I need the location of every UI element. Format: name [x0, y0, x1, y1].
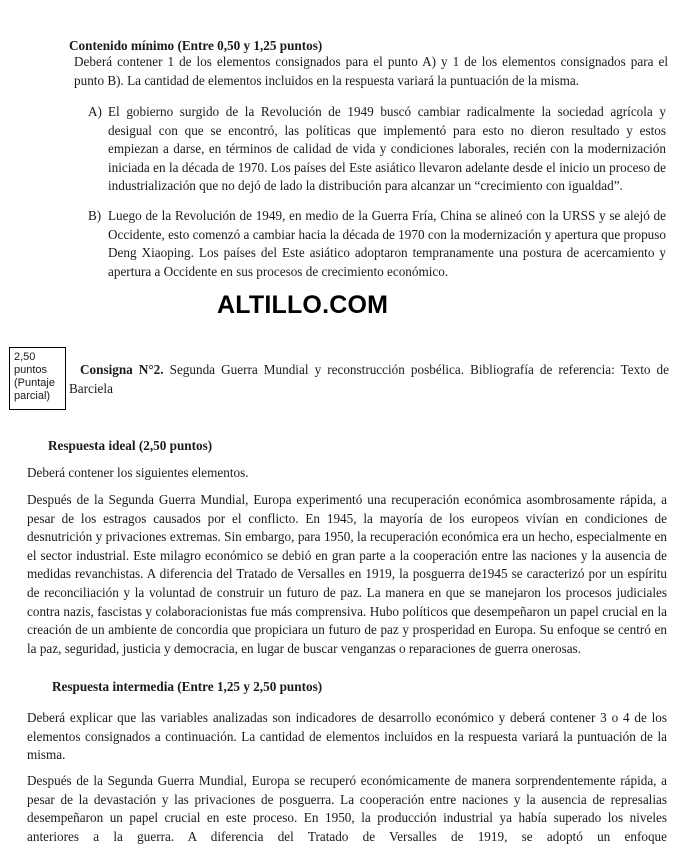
respuesta-ideal-paragraph: Después de la Segunda Guerra Mundial, Europa experimentó una recuperación económica asombrosamente rápida, a pesar de los estragos causados por el conflicto. En 1945, la mayoría de los europeos vivían en condiciones de desnutrición y privaciones extremas. Sin embargo, para 1950, la recuperación económica era un hecho, especialmente en el sector industrial. Este milagro económico se debió en gran parte a la cooperación entre las naciones y la ausencia de medidas revanchistas. A diferencia del Tratado de Versalles en 1919, la posguerra de1945 se caracterizó por un espíritu de reconciliación y la voluntad de construir un futuro de paz. La manera en que se manejaron los procesos judiciales contra nazis, fascistas y colaboracionistas fue más comprensiva. Hubo políticos que desempeñaron un papel crucial en la creación de un ambiente de concordia que propiciara un futuro de paz y prosperidad en Europa. Su enfoque se centró en la paz, seguridad, justicia y democracia, en lugar de buscar venganzas o reparaciones de guerra onerosas. — [27, 492, 667, 656]
consigna — [69, 361, 669, 398]
watermark-logo: ALTILLO.COM — [217, 291, 389, 319]
respuesta-intermedia-paragraph: Después de la Segunda Guerra Mundial, Europa se recuperó económicamente de manera sorprendentemente rápida, a pesar de la devastación y las privaciones de posguerra. La cooperación entre naciones y la ausencia de represalias desempeñaron un papel crucial en este proceso. En 1950, la producción industrial ya había superado los niveles anteriores a la guerra. A diferencia del Tratado de Versalles de 1919, se adoptó un enfoque — [27, 773, 667, 844]
item-label: B) — [88, 208, 102, 223]
list-item-b — [88, 207, 666, 281]
consigna-label: Consigna N°2. — [80, 362, 164, 377]
contenido-minimo-intro: Deberá contener 1 de los elementos consignados para el punto A) y 1 de los elementos consignados para el punto B). La cantidad de elementos incluidos en la respuesta variará la puntuación de la misma. — [74, 54, 668, 88]
item-text: El gobierno surgido de la Revolución de 1949 buscó cambiar radicalmente la sociedad agrícola y desigual con que se encontró, las políticas que implementó para esto no dieron resultado y estos empiezan a darse, en términos de calidad de vida y condiciones laborales, recién con la modernización iniciada en la década de 1970. Los países del Este asiático llevaron adelante desde el inicio un proceso de industrialización que no dejó de lado la distribución para alcanzar un “crecimiento con igualdad”. — [108, 104, 666, 194]
score-value: 2,50 — [14, 351, 36, 363]
item-text: Luego de la Revolución de 1949, en medio de la Guerra Fría, China se alineó con la URSS y se alejó de Occidente, esto comenzó a cambiar hacia la década de 1970 con la modernización y apertura que propuso Deng Xiaoping. Los países del Este asiático adoptaron tempranamente una postura de acercamiento y apertura a Occidente en sus procesos de crecimiento económico. — [108, 208, 666, 279]
consigna-text: Segunda Guerra Mundial y reconstrucción posbélica. Bibliografía de referencia: Texto de Barciela — [69, 362, 669, 396]
respuesta-intermedia-intro: Deberá explicar que las variables analizadas son indicadores de desarrollo económico y deberá contener 3 o 4 de los elementos consignados a continuación. La cantidad de elementos incluidos en la respuesta variará la puntuación de la misma. — [27, 710, 667, 763]
score-note-1: (Puntaje — [14, 377, 55, 389]
score-box — [9, 347, 66, 410]
list-item-a — [88, 103, 666, 196]
respuesta-ideal-heading: Respuesta ideal (2,50 puntos) — [48, 438, 213, 453]
respuesta-intermedia-heading: Respuesta intermedia (Entre 1,25 y 2,50 puntos) — [52, 679, 323, 694]
respuesta-ideal-intro: Deberá contener los siguientes elementos. — [27, 465, 249, 480]
score-unit: puntos — [14, 364, 48, 376]
item-label: A) — [88, 104, 102, 119]
contenido-minimo-heading: Contenido mínimo (Entre 0,50 y 1,25 puntos) — [69, 38, 323, 53]
score-note-2: parcial) — [14, 390, 51, 402]
